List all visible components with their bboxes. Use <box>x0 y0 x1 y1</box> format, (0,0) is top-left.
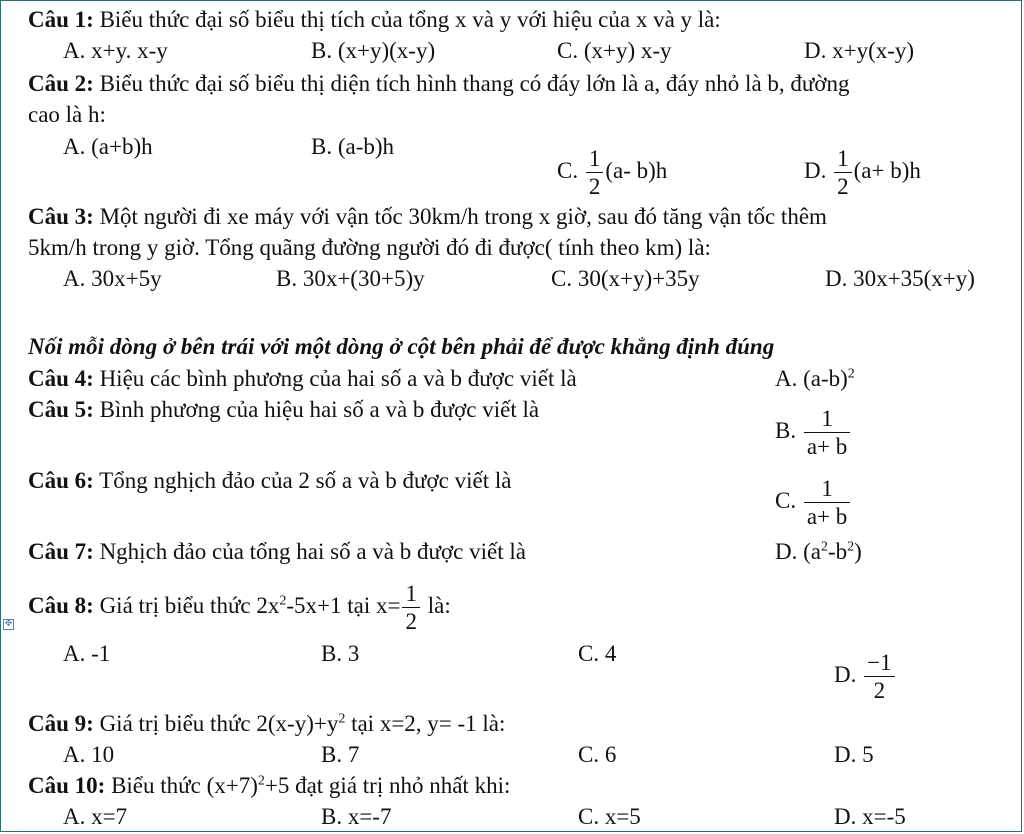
question-9-label: Câu 9: <box>28 711 94 736</box>
question-8-fraction <box>402 582 420 633</box>
fraction-numerator: 1 <box>821 406 833 432</box>
q2-option-b: B. (a-b)h <box>311 134 395 159</box>
q9-option-c: C. 6 <box>578 742 617 767</box>
question-7 <box>28 539 526 565</box>
q8-option-d-fraction <box>864 651 894 702</box>
exponent: 2 <box>847 366 855 382</box>
q2-option-d-suffix: (a+ b)h <box>853 158 921 183</box>
fraction-numerator: 1 <box>588 146 601 172</box>
q9-option-b: B. 7 <box>321 742 360 767</box>
q2-option-d <box>804 139 921 203</box>
question-8-text-cont: -5x+1 tại x= <box>286 593 401 618</box>
right-option-d-part: D. (a <box>775 539 821 564</box>
move-handle-icon[interactable]: ✥ <box>4 619 13 629</box>
q1-option-c: C. (x+y) x-y <box>557 38 672 63</box>
question-6 <box>28 468 511 494</box>
exponent: 2 <box>279 593 287 609</box>
question-8 <box>28 574 451 638</box>
q10-option-a: A. x=7 <box>63 804 128 829</box>
matching-title: Nối mỗi dòng ở bên trái với một dòng ở cột bên phải để được khẳng định đúng <box>28 334 775 359</box>
q1-option-b: B. (x+y)(x-y) <box>311 38 436 63</box>
right-option-c-fraction <box>804 477 850 528</box>
question-3-text-line1: Một người đi xe máy với vận tốc 30km/h trong x giờ, sau đó tăng vận tốc thêm <box>93 204 827 229</box>
question-3-text-line2: 5km/h trong y giờ. Tổng quãng đường người đó đi được( tính theo km) là: <box>28 235 711 260</box>
q2-option-d-prefix: D. <box>804 158 827 183</box>
question-5-label: Câu 5: <box>28 397 94 422</box>
question-8-text-end: là: <box>421 593 451 618</box>
right-option-d-part: ) <box>854 539 862 564</box>
question-3 <box>28 204 827 230</box>
question-10-label: Câu 10: <box>28 773 106 798</box>
q3-option-a: A. 30x+5y <box>63 266 162 291</box>
fraction-numerator: 1 <box>837 146 849 172</box>
q3-option-d: D. 30x+35(x+y) <box>825 266 975 291</box>
q9-option-d: D. 5 <box>834 742 874 767</box>
q1-option-a: A. x+y. x-y <box>63 38 168 63</box>
question-2-text-line1: Biểu thức đại số biểu thị diện tích hình thang có đáy lớn là a, đáy nhỏ là b, đường <box>93 71 850 96</box>
right-option-a-base: A. (a-b) <box>775 366 848 391</box>
fraction-denominator: 2 <box>402 607 420 633</box>
q8-option-a: A. -1 <box>63 641 111 666</box>
question-7-label: Câu 7: <box>28 539 94 564</box>
q2-option-c-suffix: (a- b)h <box>605 158 668 183</box>
q2-option-c-fraction <box>586 147 604 198</box>
fraction-denominator: a+ b <box>804 502 850 528</box>
right-option-b-prefix: B. <box>775 418 797 443</box>
fraction-numerator: 1 <box>821 476 833 502</box>
q8-option-d-prefix: D. <box>834 662 857 687</box>
question-9-text-cont: tại x=2, y= -1 là: <box>345 711 506 736</box>
question-4-label: Câu 4: <box>28 366 94 391</box>
right-option-b-fraction <box>804 407 850 458</box>
exponent: 2 <box>257 773 265 789</box>
q9-option-a: A. 10 <box>63 742 115 767</box>
question-10-text: Biểu thức (x+7) <box>105 773 258 798</box>
q8-option-b: B. 3 <box>321 641 360 666</box>
right-option-c-prefix: C. <box>775 488 797 513</box>
fraction-denominator: 2 <box>864 676 894 702</box>
question-2 <box>28 71 850 97</box>
question-5 <box>28 397 539 423</box>
question-1-label: Câu 1: <box>28 7 94 32</box>
question-1 <box>28 7 721 33</box>
fraction-numerator: −1 <box>867 650 892 676</box>
question-1-text: Biểu thức đại số biểu thị tích của tổng x và y với hiệu của x và y là: <box>93 7 721 32</box>
question-5-text: Bình phương của hiệu hai số a và b được viết là <box>93 397 540 422</box>
question-2-text-line2: cao là h: <box>28 102 106 127</box>
q8-option-d <box>834 641 897 709</box>
question-3-label: Câu 3: <box>28 204 94 229</box>
question-9-text: Giá trị biểu thức 2(x-y)+y <box>93 711 339 736</box>
q1-option-d: D. x+y(x-y) <box>804 38 915 63</box>
exponent: 2 <box>847 539 855 555</box>
q2-option-c <box>557 139 667 203</box>
exponent: 2 <box>338 711 346 727</box>
fraction-denominator: 2 <box>586 172 604 198</box>
q8-option-c: C. 4 <box>578 641 617 666</box>
q3-option-b: B. 30x+(30+5)y <box>276 266 425 291</box>
right-option-c <box>775 467 852 535</box>
q2-option-d-fraction <box>834 147 852 198</box>
question-4 <box>28 366 577 392</box>
q10-option-d: D. x=-5 <box>834 804 906 829</box>
question-2-label: Câu 2: <box>28 71 94 96</box>
question-4-text: Hiệu các bình phương của hai số a và b được viết là <box>93 366 577 391</box>
question-7-text: Nghịch đảo của tổng hai số a và b được viết là <box>93 539 526 564</box>
question-8-label: Câu 8: <box>28 593 94 618</box>
right-option-d-part: -b <box>827 539 848 564</box>
question-6-label: Câu 6: <box>28 468 94 493</box>
q2-option-c-prefix: C. <box>557 158 579 183</box>
q2-option-a: A. (a+b)h <box>63 134 153 159</box>
fraction-denominator: a+ b <box>804 432 850 458</box>
question-6-text: Tổng nghịch đảo của 2 số a và b được viết là <box>93 468 512 493</box>
q3-option-c: C. 30(x+y)+35y <box>551 266 700 291</box>
fraction-denominator: 2 <box>834 172 852 198</box>
fraction-numerator: 1 <box>405 581 417 607</box>
right-option-d <box>775 539 862 565</box>
exponent: 2 <box>820 539 828 555</box>
right-option-a <box>775 366 855 392</box>
question-8-text: Giá trị biểu thức 2x <box>93 593 280 618</box>
q10-option-b: B. x=-7 <box>321 804 392 829</box>
question-10-text-cont: +5 đạt giá trị nhỏ nhất khi: <box>264 773 511 798</box>
question-9 <box>28 711 505 737</box>
question-10 <box>28 773 510 799</box>
q10-option-c: C. x=5 <box>578 804 641 829</box>
right-option-b <box>775 397 852 465</box>
